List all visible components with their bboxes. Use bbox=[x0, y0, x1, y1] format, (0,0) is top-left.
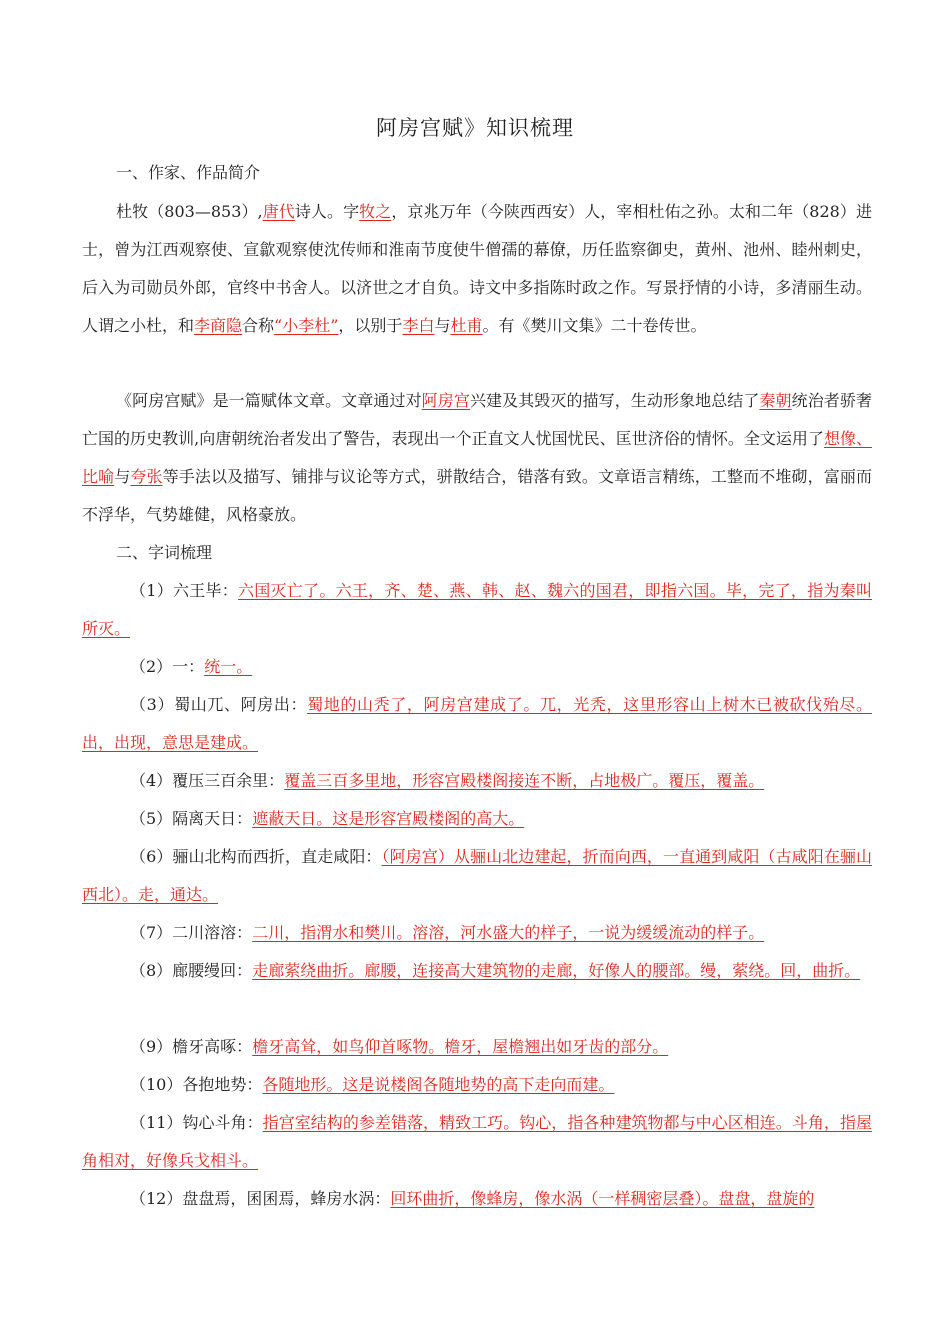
text: 与 bbox=[434, 316, 451, 335]
text: 统治者骄奢亡国的历史教训,向唐朝统治者发出了警告，表现出一个正直文人忧国忧民、匡世济俗的情怀。全文运用了 bbox=[82, 391, 872, 448]
text: 与 bbox=[114, 467, 131, 486]
vocab-term: （11）钩心斗角： bbox=[130, 1113, 263, 1132]
vocab-item-4 bbox=[82, 762, 872, 800]
vocab-term: （7）二川溶溶： bbox=[130, 923, 253, 942]
section-heading-vocab: 二、字词梳理 bbox=[116, 543, 213, 562]
answer-qin-dynasty: 秦朝 bbox=[759, 391, 792, 410]
vocab-item-9 bbox=[82, 1028, 872, 1066]
vocab-explanation: 覆盖三百多里地，形容宫殿楼阁接连不断，占地极广。覆压，覆盖。 bbox=[284, 771, 765, 790]
vocab-term: （6）骊山北构而西折，直走咸阳： bbox=[130, 847, 382, 866]
text: ，以别于 bbox=[338, 316, 403, 335]
text: 合称 bbox=[242, 316, 275, 335]
vocab-explanation: 走廊萦绕曲折。廊腰，连接高大建筑物的走廊，好像人的腰部。缦，萦绕。回，曲折。 bbox=[252, 961, 861, 980]
vocab-explanation: 遮蔽天日。这是形容宫殿楼阁的高大。 bbox=[252, 809, 525, 828]
vocab-explanation: 各随地形。这是说楼阁各随地势的高下走向而建。 bbox=[262, 1075, 615, 1094]
answer-imagination-metaphor: 想像、比喻 bbox=[82, 429, 872, 486]
vocab-explanation: 二川，指渭水和樊川。溶溶，河水盛大的样子，一说为缓缓流动的样子。 bbox=[252, 923, 765, 942]
vocab-term: （1）六王毕： bbox=[130, 581, 239, 600]
vocab-item-6 bbox=[82, 838, 872, 914]
vocab-explanation: 蜀地的山秃了，阿房宫建成了。兀，光秃，这里形容山上树木已被砍伐殆尽。出，出现，意思是建成。 bbox=[82, 695, 872, 752]
answer-li-shangyin: 李商隐 bbox=[194, 316, 243, 335]
vocab-term: （9）檐牙高啄： bbox=[130, 1037, 253, 1056]
section-heading-intro: 一、作家、作品简介 bbox=[116, 163, 261, 182]
vocab-item-8 bbox=[82, 952, 872, 990]
vocab-term: （10）各抱地势： bbox=[130, 1075, 263, 1094]
answer-courtesy-name: 牧之 bbox=[359, 202, 392, 221]
vocab-item-3 bbox=[82, 686, 872, 762]
vocab-item-10 bbox=[82, 1066, 872, 1104]
vocab-explanation: 统一。 bbox=[204, 657, 253, 676]
vocab-explanation: 回环曲折，像蜂房，像水涡（一样稠密层叠）。盘盘，盘旋的 bbox=[390, 1189, 815, 1208]
answer-du-fu: 杜甫 bbox=[450, 316, 483, 335]
vocab-item-12 bbox=[82, 1180, 872, 1218]
vocab-explanation: （阿房宫）从骊山北边建起，折而向西，一直通到咸阳（古咸阳在骊山西北）。走，通达。 bbox=[82, 847, 872, 904]
text: 杜牧（803—853）, bbox=[116, 202, 263, 221]
work-paragraph bbox=[82, 382, 872, 534]
text: ，京兆万年（今陕西西安）人，宰相杜佑之孙。太和二年（828）进士，曾为江西观察使、宣歙观察使沈传师和淮南节度使牛僧孺的幕僚，历任监察御史，黄州、池州、睦州刺史，后入为司勋员外郎，官终中书舍人。以济世之才自负。诗文中多指陈时政之作。写景抒情的小诗，多清丽生动。人谓之小杜，和 bbox=[82, 202, 872, 335]
answer-dynasty: 唐代 bbox=[262, 202, 295, 221]
vocab-term: （3）蜀山兀、阿房出： bbox=[130, 695, 308, 714]
answer-exaggeration: 夸张 bbox=[130, 467, 163, 486]
vocab-explanation: 六国灭亡了。六王，齐、楚、燕、韩、赵、魏六的国君，即指六国。毕，完了，指为秦叫所灭。 bbox=[82, 581, 872, 638]
vocab-term: （5）隔离天日： bbox=[130, 809, 253, 828]
answer-li-bai: 李白 bbox=[402, 316, 435, 335]
vocab-explanation: 檐牙高耸，如鸟仰首啄物。檐牙，屋檐翘出如牙齿的部分。 bbox=[252, 1037, 669, 1056]
vocab-term: （2）一： bbox=[130, 657, 205, 676]
text: 《阿房宫赋》是一篇赋体文章。文章通过对 bbox=[116, 391, 422, 410]
answer-e-fang-palace: 阿房宫 bbox=[421, 391, 470, 410]
vocab-item-1 bbox=[82, 572, 872, 648]
answer-xiao-li-du: “小李杜” bbox=[274, 316, 339, 335]
vocab-item-7 bbox=[82, 914, 872, 952]
author-paragraph bbox=[82, 193, 872, 345]
vocab-term: （12）盘盘焉，囷囷焉，蜂房水涡： bbox=[130, 1189, 391, 1208]
page-title: 阿房宫赋》知识梳理 bbox=[376, 116, 574, 140]
vocab-explanation: 指宫室结构的参差错落，精致工巧。钩心，指各种建筑物都与中心区相连。斗角，指屋角相对，好像兵戈相斗。 bbox=[82, 1113, 872, 1170]
text: 兴建及其毁灭的描写，生动形象地总结了 bbox=[469, 391, 760, 410]
vocab-item-5 bbox=[82, 800, 872, 838]
vocab-term: （4）覆压三百余里： bbox=[130, 771, 285, 790]
vocab-item-2 bbox=[82, 648, 872, 686]
vocab-term: （8）廊腰缦回： bbox=[130, 961, 253, 980]
text: 。有《樊川文集》二十卷传世。 bbox=[482, 316, 707, 335]
text: 诗人。字 bbox=[294, 202, 360, 221]
vocab-item-11 bbox=[82, 1104, 872, 1180]
text: 等手法以及描写、铺排与议论等方式，骈散结合，错落有致。文章语言精练，工整而不堆砌，富丽而不浮华，气势雄健，风格豪放。 bbox=[82, 467, 872, 524]
